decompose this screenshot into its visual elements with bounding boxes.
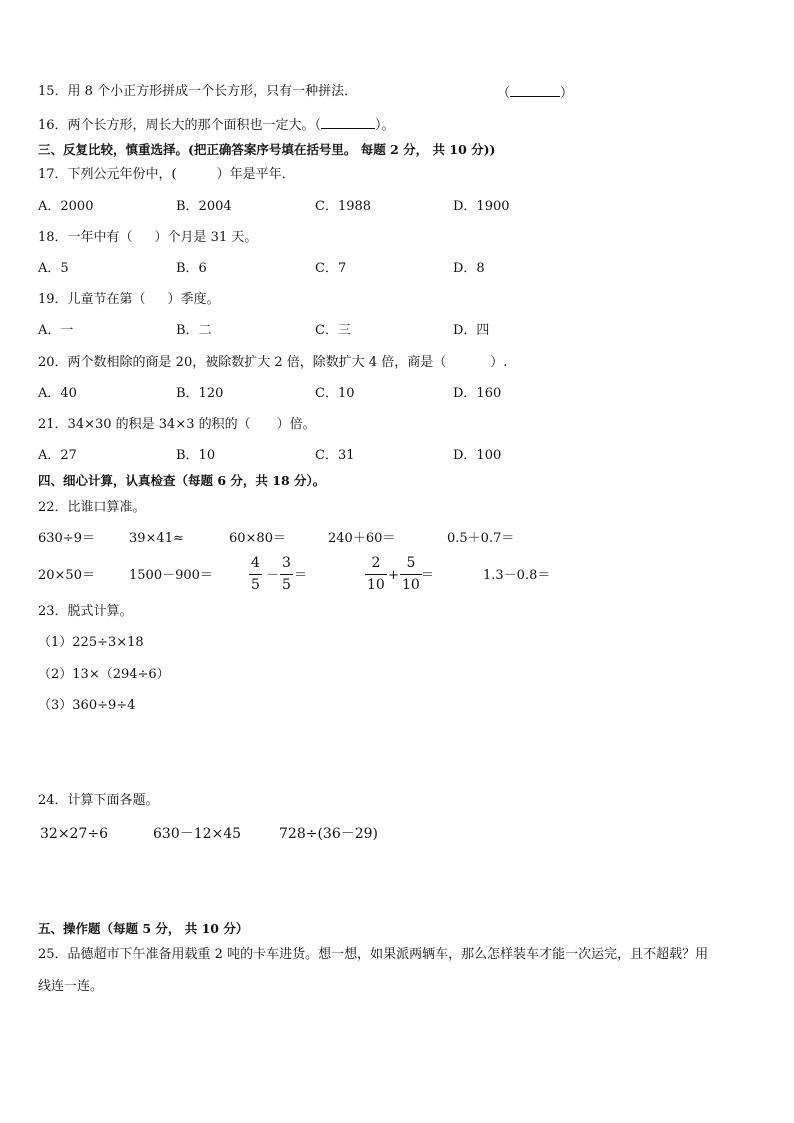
- q23-item-3: （3）360÷9÷4: [38, 698, 136, 713]
- q22-item-7: 1500－900＝: [129, 568, 213, 583]
- q22-equals-2: ＝: [421, 568, 435, 583]
- q22-item-4: 240＋60＝: [328, 531, 396, 546]
- q18-option-a[interactable]: A．5: [38, 261, 69, 276]
- q25-line-2: 线连一连。: [38, 979, 104, 994]
- q25-line-1: 25．品德超市下午准备用载重 2 吨的卡车进货。想一想，如果派两辆车，那么怎样装车才能一次运完，且不超载？用: [38, 947, 709, 962]
- q22-title: 22．比谁口算准。: [38, 500, 146, 515]
- q15-blank-line: [510, 83, 560, 97]
- question-17: 17．下列公元年份中，( ）年是平年．: [38, 167, 295, 182]
- question-20: 20．两个数相除的商是 20，被除数扩大 2 倍，除数扩大 4 倍，商是（ ）.: [38, 355, 508, 370]
- q22-item-5: 0.5＋0.7＝: [447, 531, 515, 546]
- q18-option-c[interactable]: C．7: [315, 261, 347, 276]
- q19-option-d[interactable]: D．四: [453, 323, 490, 338]
- q22-equals-1: ＝: [294, 568, 308, 583]
- section-4-heading: 四、细心计算，认真检查（每题 6 分，共 18 分）。: [38, 473, 326, 488]
- section-5-heading: 五、操作题（每题 5 分， 共 10 分）: [38, 921, 249, 936]
- q20-option-a[interactable]: A．40: [38, 386, 77, 401]
- q24-title: 24．计算下面各题。: [38, 793, 159, 808]
- q16-blank-line[interactable]: [321, 115, 375, 129]
- question-15: [38, 83, 357, 101]
- q24-item-2: 630－12×45: [153, 826, 242, 842]
- q19-option-c[interactable]: C．三: [315, 323, 351, 338]
- q15-text: 15．用 8 个小正方形拼成一个长方形，只有一种拼法．: [38, 84, 358, 99]
- q24-item-1: 32×27÷6: [40, 826, 108, 842]
- q21-option-c[interactable]: C．31: [315, 448, 355, 463]
- q18-option-b[interactable]: B．6: [176, 261, 207, 276]
- q21-option-d[interactable]: D．100: [453, 448, 502, 463]
- q22-plus-sign: +: [388, 568, 399, 583]
- q20-option-b[interactable]: B．120: [176, 386, 224, 401]
- q23-item-2: （2）13×（294÷6）: [38, 667, 170, 682]
- q15-answer-blank[interactable]: （ ）: [497, 83, 573, 103]
- q22-item-2: 39×41≈: [129, 531, 184, 546]
- q24-item-3: 728÷(36－29): [279, 826, 379, 842]
- section-3-heading: 三、反复比较，慎重选择。(把正确答案序号填在括号里。 每题 2 分， 共 10 分)): [38, 142, 496, 157]
- q20-option-d[interactable]: D．160: [453, 386, 502, 401]
- q22-fraction-3-5: 3 5: [282, 555, 291, 593]
- q23-title: 23．脱式计算。: [38, 604, 133, 619]
- q22-fraction-4-5: 4 5: [251, 555, 260, 593]
- q17-option-d[interactable]: D．1900: [453, 199, 510, 214]
- q22-item-6: 20×50＝: [38, 568, 95, 583]
- q18-option-d[interactable]: D．8: [453, 261, 485, 276]
- q21-option-b[interactable]: B．10: [176, 448, 216, 463]
- q22-minus-sign: －: [266, 568, 280, 583]
- q17-option-c[interactable]: C．1988: [315, 199, 372, 214]
- q17-option-b[interactable]: B．2004: [176, 199, 232, 214]
- q20-option-c[interactable]: C．10: [315, 386, 355, 401]
- q21-option-a[interactable]: A．27: [38, 448, 77, 463]
- q22-fraction-5-10: 5 10: [402, 555, 420, 593]
- question-18: 18．一年中有（ ）个月是 31 天。: [38, 230, 258, 245]
- q22-item-1: 630÷9＝: [38, 531, 95, 546]
- q19-option-b[interactable]: B．二: [176, 323, 212, 338]
- q17-option-a[interactable]: A．2000: [38, 199, 94, 214]
- q22-fraction-2-10: 2 10: [367, 555, 385, 593]
- q22-item-3: 60×80＝: [229, 531, 286, 546]
- question-19: 19．儿童节在第（ ）季度。: [38, 292, 220, 307]
- question-16: 16．两个长方形，周长大的那个面积也一定大。（ ）。: [38, 115, 395, 135]
- q19-option-a[interactable]: A．一: [38, 323, 74, 338]
- question-21: 21．34×30 的积是 34×3 的积的（ ）倍。: [38, 417, 316, 432]
- q23-item-1: （1）225÷3×18: [38, 635, 144, 650]
- q22-item-10: 1.3－0.8＝: [483, 568, 551, 583]
